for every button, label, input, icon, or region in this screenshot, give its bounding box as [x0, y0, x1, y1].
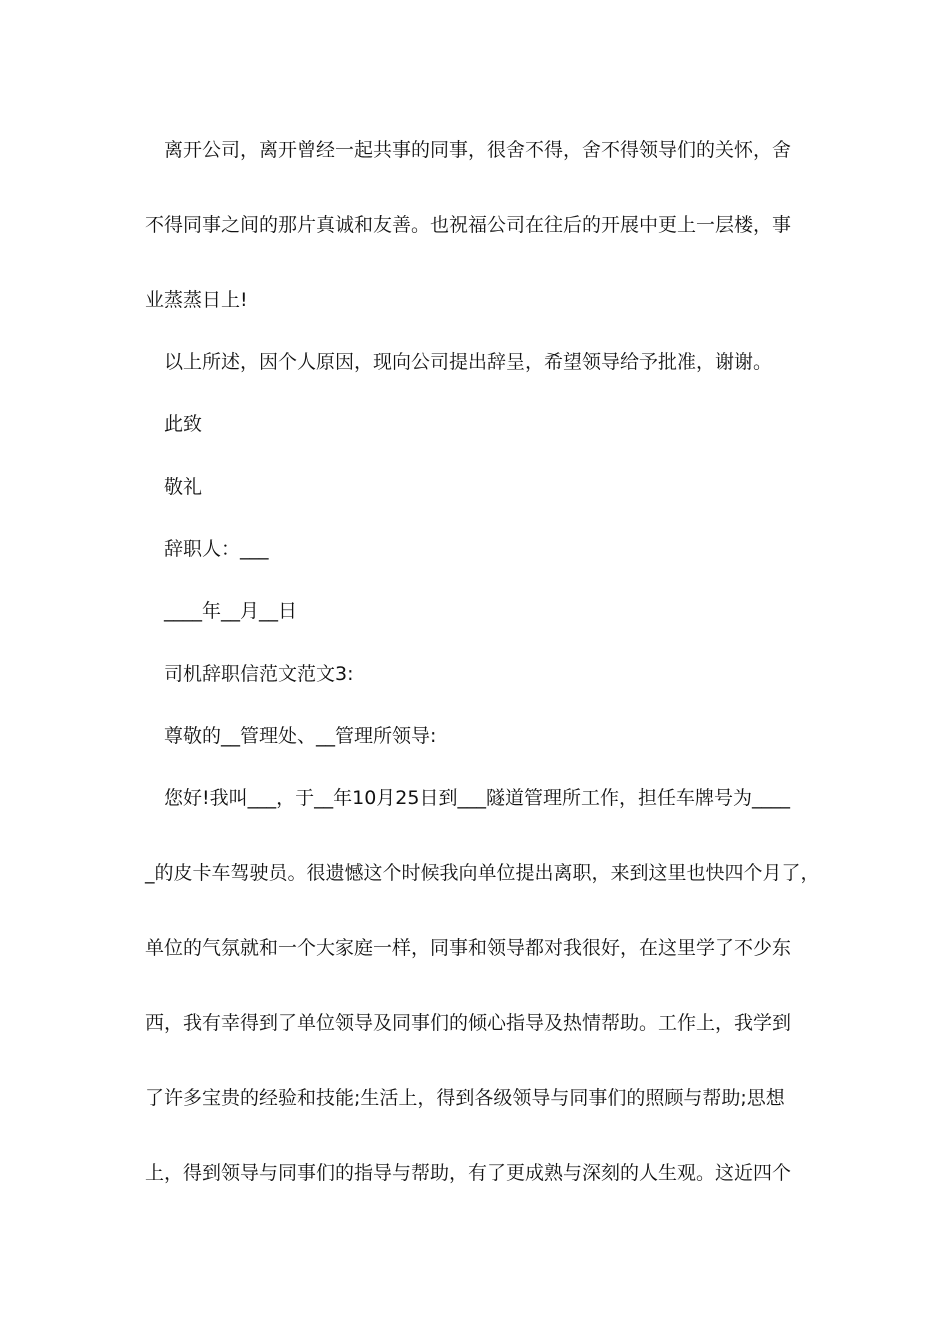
body-line-2: _的皮卡车驾驶员。很遗憾这个时候我向单位提出离职，来到这里也快四个月了，: [145, 862, 820, 884]
paragraph-line-2: 不得同事之间的那片真诚和友善。也祝福公司在往后的开展中更上一层楼，事: [145, 214, 792, 236]
body-line-3: 单位的气氛就和一个大家庭一样，同事和领导都对我很好，在这里学了不少东: [145, 937, 792, 959]
body-line-5: 了许多宝贵的经验和技能;生活上，得到各级领导与同事们的照顾与帮助;思想: [145, 1087, 785, 1109]
section-heading: 司机辞职信范文范文3:: [164, 663, 354, 685]
paragraph-line-4: 以上所述，因个人原因，现向公司提出辞呈，希望领导给予批准，谢谢。: [164, 351, 773, 373]
closing-greeting: 此致: [164, 413, 203, 435]
paragraph-line-3: 业蒸蒸日上!: [145, 289, 248, 311]
body-line-1: 您好!我叫___，于__年10月25日到___隧道管理所工作，担任车牌号为____: [164, 787, 790, 809]
salutation-line: 尊敬的__管理处、__管理所领导:: [164, 725, 437, 747]
body-line-4: 西，我有幸得到了单位领导及同事们的倾心指导及热情帮助。工作上，我学到: [145, 1012, 792, 1034]
paragraph-line-1: 离开公司，离开曾经一起共事的同事，很舍不得，舍不得领导们的关怀，舍: [164, 139, 792, 161]
signature-line: 辞职人：___: [164, 538, 269, 560]
closing-salute: 敬礼: [164, 476, 203, 498]
body-line-6: 上，得到领导与同事们的指导与帮助，有了更成熟与深刻的人生观。这近四个: [145, 1162, 792, 1184]
date-line: ____年__月__日: [164, 600, 298, 622]
